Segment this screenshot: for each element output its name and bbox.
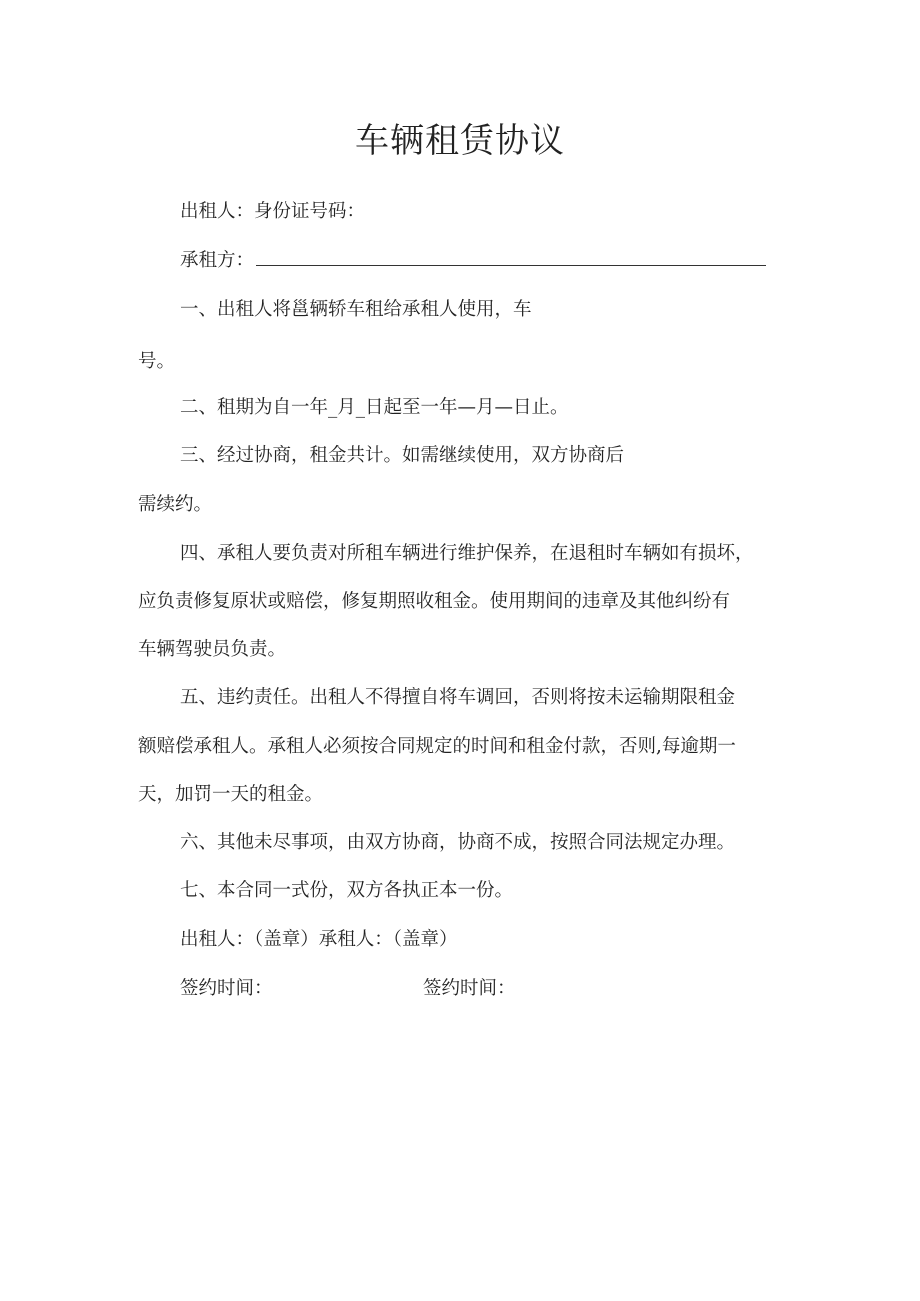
clause-4-line-2: 应负责修复原状或赔偿，修复期照收租金。使用期间的违章及其他纠纷有 <box>138 591 731 612</box>
clause-7: 七、本合同一式份，双方各执正本一份。 <box>180 880 514 901</box>
lessor-line: 出租人：身份证号码： <box>180 201 366 222</box>
sign-time-right: 签约时间： <box>423 978 516 999</box>
clause-6: 六、其他未尽事项，由双方协商，协商不成，按照合同法规定办理。 <box>180 832 736 853</box>
lessee-line <box>180 247 766 275</box>
clause-3-line-2: 需续约。 <box>138 494 213 515</box>
page-title: 车辆租赁协议 <box>355 121 565 161</box>
clause-5-line-1: 五、违约责任。出租人不得擅自将车调回，否则将按未运输期限租金 <box>180 687 736 708</box>
clause-5-line-2: 额赔偿承租人。承租人必须按合同规定的时间和租金付款，否则,每逾期一 <box>138 736 736 757</box>
lessee-blank <box>256 247 766 266</box>
clause-1-line-2: 号。 <box>138 351 176 372</box>
clause-4-line-3: 车辆驾驶员负责。 <box>138 639 287 660</box>
clause-2: 二、租期为自一年_月_日起至一年—月—日止。 <box>180 397 569 418</box>
sign-time-left: 签约时间： <box>180 978 273 999</box>
clause-1-line-1: 一、出租人将邕辆轿车租给承租人使用，车 <box>180 299 532 320</box>
lessee-label: 承租方： <box>180 250 255 271</box>
seal-line: 出租人：（盖章）承租人：（盖章） <box>180 929 458 950</box>
clause-5-line-3: 天，加罚一天的租金。 <box>138 784 324 805</box>
clause-4-line-1: 四、承租人要负责对所租车辆进行维护保养，在退租时车辆如有损坏， <box>180 543 754 564</box>
clause-3-line-1: 三、经过协商，租金共计。如需继续使用，双方协商后 <box>180 445 625 466</box>
